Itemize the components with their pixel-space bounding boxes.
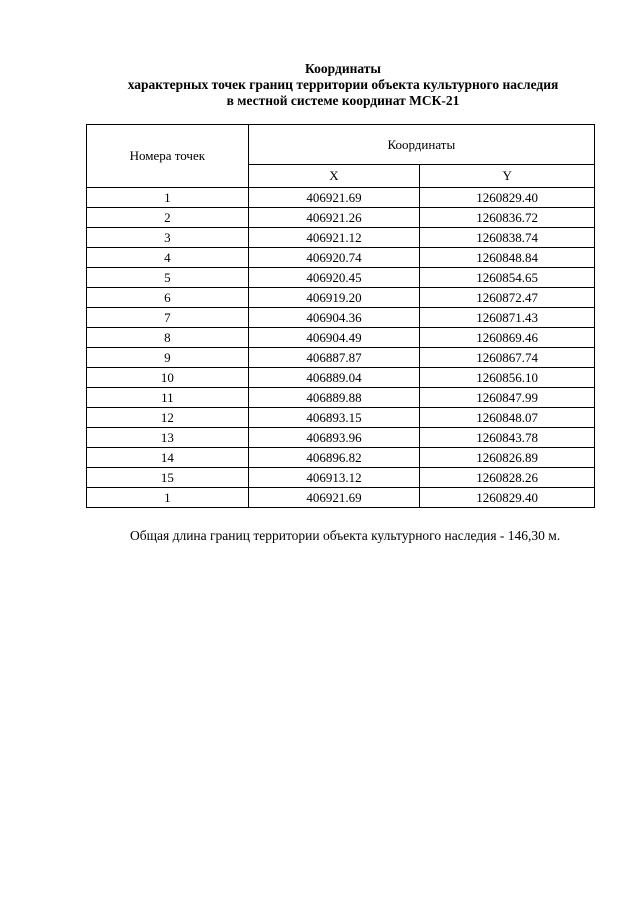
y-coordinate-cell: 1260854.65 [420, 268, 595, 288]
x-coordinate-cell: 406893.15 [248, 408, 420, 428]
x-coordinate-cell: 406913.12 [248, 468, 420, 488]
point-number-cell: 4 [87, 248, 249, 268]
table-body [87, 188, 595, 508]
x-coordinate-cell: 406904.36 [248, 308, 420, 328]
point-number-cell: 14 [87, 448, 249, 468]
x-coordinate-cell: 406887.87 [248, 348, 420, 368]
x-coordinate-cell: 406920.74 [248, 248, 420, 268]
x-coordinate-cell: 406921.69 [248, 488, 420, 508]
document-subtitle: характерных точек границ территории объекта культурного наследия [127, 77, 559, 92]
y-coordinate-cell: 1260829.40 [420, 188, 595, 208]
table-row [87, 188, 595, 208]
coordinate-system-line: в местной системе координат МСК-21 [226, 93, 460, 108]
y-coordinate-cell: 1260828.26 [420, 468, 595, 488]
x-coordinate-cell: 406921.26 [248, 208, 420, 228]
table-row [87, 448, 595, 468]
y-coordinate-cell: 1260871.43 [420, 308, 595, 328]
table-row [87, 408, 595, 428]
point-number-cell: 9 [87, 348, 249, 368]
point-number-cell: 11 [87, 388, 249, 408]
y-coordinate-cell: 1260848.07 [420, 408, 595, 428]
x-coordinate-cell: 406889.88 [248, 388, 420, 408]
x-coordinate-cell: 406904.49 [248, 328, 420, 348]
point-number-cell: 1 [87, 188, 249, 208]
x-coordinate-cell: 406921.12 [248, 228, 420, 248]
y-coordinate-cell: 1260872.47 [420, 288, 595, 308]
point-number-cell: 3 [87, 228, 249, 248]
point-number-cell: 12 [87, 408, 249, 428]
table-row [87, 488, 595, 508]
x-coordinate-cell: 406896.82 [248, 448, 420, 468]
coordinates-table [86, 124, 595, 508]
point-number-cell: 5 [87, 268, 249, 288]
point-number-cell: 10 [87, 368, 249, 388]
table-row [87, 268, 595, 288]
point-number-cell: 2 [87, 208, 249, 228]
table-row [87, 328, 595, 348]
x-coordinate-cell: 406889.04 [248, 368, 420, 388]
total-length-note: Общая длина границ территории объекта культурного наследия - 146,30 м. [130, 528, 561, 543]
table-row [87, 428, 595, 448]
y-coordinate-cell: 1260867.74 [420, 348, 595, 368]
y-coordinate-cell: 1260826.89 [420, 448, 595, 468]
point-number-cell: 15 [87, 468, 249, 488]
y-coordinate-cell: 1260829.40 [420, 488, 595, 508]
point-number-cell: 7 [87, 308, 249, 328]
table-row [87, 388, 595, 408]
table-row [87, 228, 595, 248]
x-coordinate-cell: 406921.69 [248, 188, 420, 208]
table-row [87, 348, 595, 368]
y-coordinate-cell: 1260843.78 [420, 428, 595, 448]
point-number-cell: 1 [87, 488, 249, 508]
document-title: Координаты [305, 61, 381, 76]
x-coordinate-cell: 406919.20 [248, 288, 420, 308]
table-row [87, 208, 595, 228]
y-coordinate-cell: 1260869.46 [420, 328, 595, 348]
point-number-cell: 6 [87, 288, 249, 308]
y-coordinate-cell: 1260856.10 [420, 368, 595, 388]
y-coordinate-cell: 1260848.84 [420, 248, 595, 268]
point-number-cell: 13 [87, 428, 249, 448]
y-coordinate-cell: 1260838.74 [420, 228, 595, 248]
table-row [87, 468, 595, 488]
table-row [87, 368, 595, 388]
header-x: X [248, 165, 420, 188]
point-number-cell: 8 [87, 328, 249, 348]
header-point-numbers: Номера точек [87, 125, 249, 188]
x-coordinate-cell: 406920.45 [248, 268, 420, 288]
header-y: Y [420, 165, 595, 188]
x-coordinate-cell: 406893.96 [248, 428, 420, 448]
table-row [87, 288, 595, 308]
y-coordinate-cell: 1260836.72 [420, 208, 595, 228]
header-coordinates: Координаты [248, 125, 594, 165]
table-row [87, 308, 595, 328]
y-coordinate-cell: 1260847.99 [420, 388, 595, 408]
table-row [87, 248, 595, 268]
